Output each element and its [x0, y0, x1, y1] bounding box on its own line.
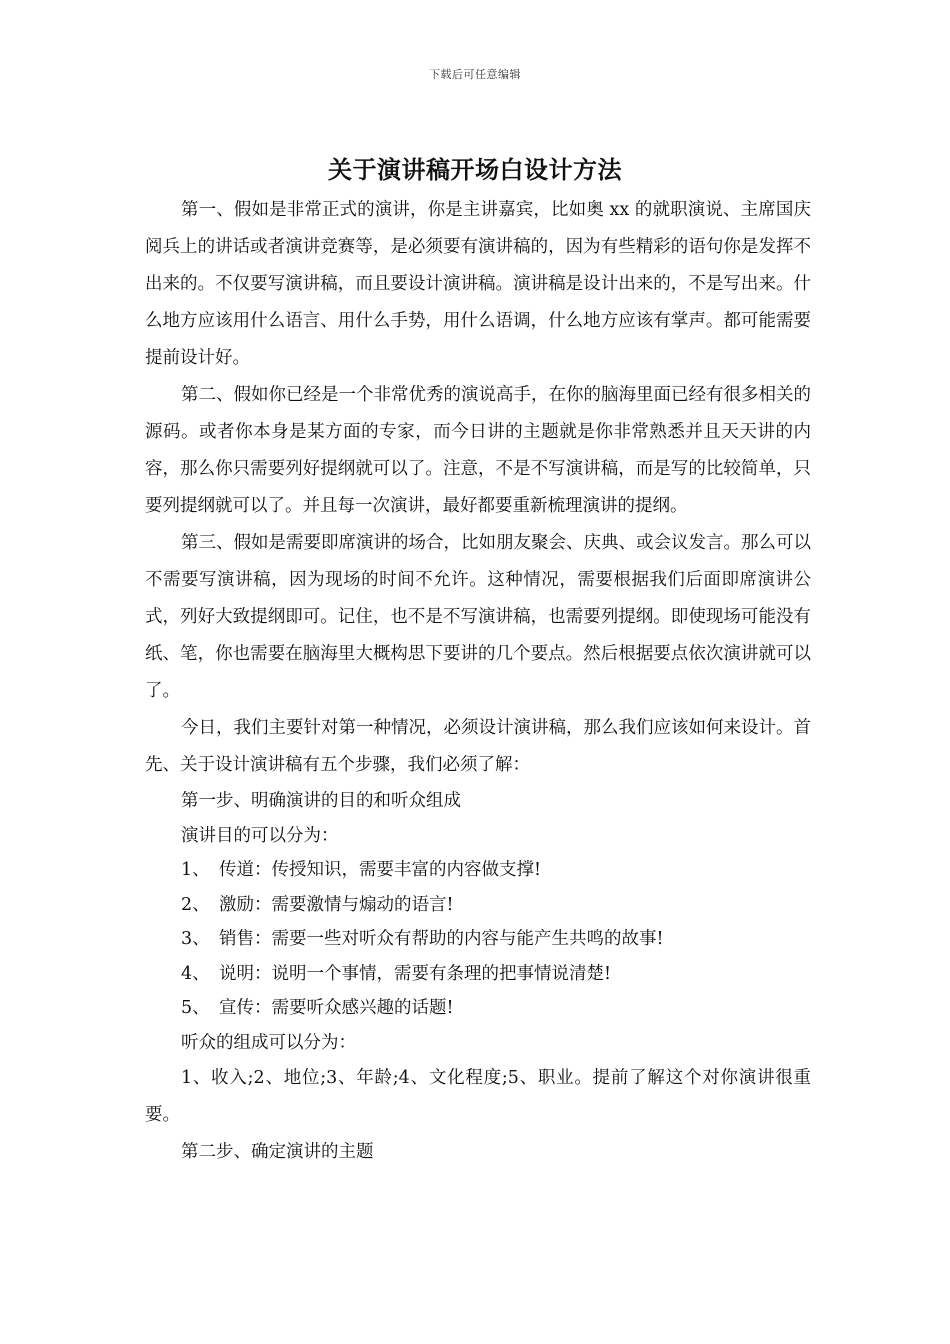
- purpose-number: 4、: [181, 963, 210, 984]
- step-two-heading: 第二步、确定演讲的主题: [181, 1142, 374, 1162]
- purpose-item: [145, 957, 811, 992]
- document-title: 关于演讲稿开场白设计方法: [328, 155, 622, 184]
- paragraph-today: 今日，我们主要针对第一种情况，必须设计演讲稿，那么我们应该如何来设计。首先、关于设计演讲稿有五个步骤，我们必须了解：: [145, 718, 811, 775]
- purpose-number: 1、: [181, 860, 210, 880]
- purpose-item: [145, 888, 811, 923]
- document-body: [145, 192, 811, 1171]
- purpose-text: 激励：需要激情与煽动的语言!: [219, 894, 454, 915]
- purpose-text: 销售：需要一些对听众有帮助的内容与能产生共鸣的故事!: [219, 929, 664, 949]
- audience-detail: 1、收入;2、地位;3、年龄;4、文化程度;5、职业。提前了解这个对你演讲很重要。: [145, 1068, 811, 1125]
- purpose-text: 说明：说明一个事情，需要有条理的把事情说清楚!: [219, 963, 612, 984]
- audience-intro: 听众的组成可以分为：: [181, 1032, 356, 1053]
- purpose-number: 2、: [181, 894, 210, 915]
- step-one-heading: 第一步、明确演讲的目的和听众组成: [181, 791, 461, 811]
- paragraph-second-case: 第二、假如你已经是一个非常优秀的演说高手，在你的脑海里面已经有很多相关的源码。或者你本身是某方面的专家，而今日讲的主题就是你非常熟悉并且天天讲的内容，那么你只需要列好提纲就可以了。注意，不是不写演讲稿，而是写的比较简单，只要列提纲就可以了。并且每一次演讲，最好都要重新梳理演讲的提纲。: [145, 385, 811, 516]
- purpose-item: [145, 991, 811, 1026]
- header-note: 下载后可任意编辑: [429, 68, 521, 81]
- purpose-number: 3、: [181, 929, 210, 949]
- paragraph-first-case: 第一、假如是非常正式的演讲，你是主讲嘉宾，比如奥 xx 的就职演说、主席国庆阅兵上的讲话或者演讲竞赛等，是必须要有演讲稿的，因为有些精彩的语句你是发挥不出来的。不仅要写演讲稿，而且要设计演讲稿。演讲稿是设计出来的，不是写出来。什么地方应该用什么语言、用什么手势，用什么语调，什么地方应该有掌声。都可能需要提前设计好。: [145, 200, 811, 368]
- purpose-text: 宣传：需要听众感兴趣的话题!: [219, 998, 454, 1018]
- purpose-text: 传道：传授知识，需要丰富的内容做支撑!: [219, 860, 542, 880]
- purpose-item: [145, 922, 811, 957]
- purpose-item: [145, 853, 811, 888]
- purpose-number: 5、: [181, 998, 210, 1018]
- purpose-intro: 演讲目的可以分为：: [181, 825, 339, 846]
- paragraph-third-case: 第三、假如是需要即席演讲的场合，比如朋友聚会、庆典、或会议发言。那么可以不需要写演讲稿，因为现场的时间不允许。这种情况，需要根据我们后面即席演讲公式，列好大致提纲即可。记住，也不是不写演讲稿，也需要列提纲。即使现场可能没有纸、笔，你也需要在脑海里大概构思下要讲的几个要点。然后根据要点依次演讲就可以了。: [145, 533, 811, 701]
